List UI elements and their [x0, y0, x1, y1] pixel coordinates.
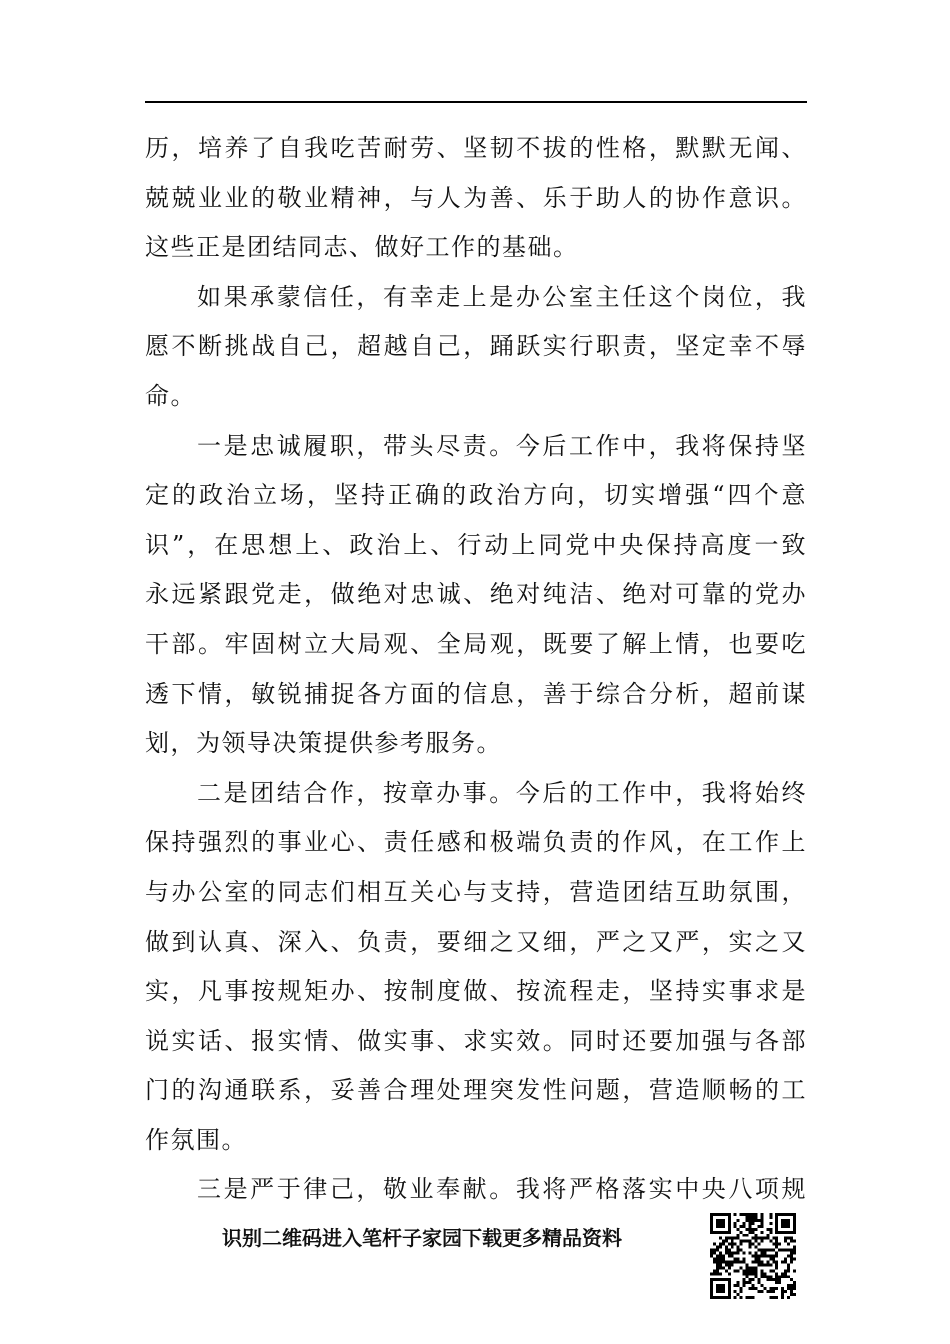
text-line: 命。 — [145, 381, 196, 410]
text-line: 实，凡事按规矩办、按制度做、按流程走，坚持实事求是 — [145, 977, 807, 1006]
text-line: 永远紧跟党走，做绝对忠诚、绝对纯洁、绝对可靠的党办 — [145, 580, 807, 609]
header-rule — [145, 101, 807, 103]
text-line: 三是严于律己，敬业奉献。我将严格落实中央八项规 — [197, 1175, 807, 1204]
text-line: 一是忠诚履职，带头尽责。今后工作中，我将保持坚 — [197, 431, 807, 460]
text-line: 说实话、报实情、做实事、求实效。同时还要加强与各部 — [145, 1026, 807, 1055]
text-line: 历，培养了自我吃苦耐劳、坚韧不拔的性格，默默无闻、 — [145, 134, 807, 162]
text-line: 愿不断挑战自己，超越自己，踊跃实行职责，坚定幸不辱 — [145, 332, 807, 361]
text-line: 这些正是团结同志、做好工作的基础。 — [145, 233, 579, 262]
text-line: 门的沟通联系，妥善合理处理突发性问题，营造顺畅的工 — [145, 1076, 807, 1105]
text-line: 保持强烈的事业心、责任感和极端负责的作风，在工作上 — [145, 828, 807, 857]
text-line: 划，为领导决策提供参考服务。 — [145, 729, 502, 758]
text-line: 如果承蒙信任，有幸走上是办公室主任这个岗位，我 — [197, 282, 807, 311]
text-line: 透下情，敏锐捕捉各方面的信息，善于综合分析，超前谋 — [145, 679, 807, 708]
text-line: 识”，在思想上、政治上、行动上同党中央保持高度一致 — [145, 530, 807, 559]
qr-code-icon[interactable] — [710, 1213, 796, 1299]
text-line: 作氛围。 — [145, 1125, 247, 1154]
text-line: 与办公室的同志们相互关心与支持，营造团结互助氛围， — [145, 877, 807, 906]
footer-promo-text: 识别二维码进入笔杆子家园下载更多精品资料 — [222, 1226, 622, 1250]
text-line: 二是团结合作，按章办事。今后的工作中，我将始终 — [197, 778, 807, 807]
text-line: 兢兢业业的敬业精神，与人为善、乐于助人的协作意识。 — [145, 183, 807, 212]
text-line: 做到认真、深入、负责，要细之又细，严之又严，实之又 — [145, 927, 807, 956]
text-line: 干部。牢固树立大局观、全局观，既要了解上情，也要吃 — [145, 629, 807, 658]
document-body — [145, 124, 807, 1215]
text-line: 定的政治立场，坚持正确的政治方向，切实增强“四个意 — [145, 481, 807, 510]
